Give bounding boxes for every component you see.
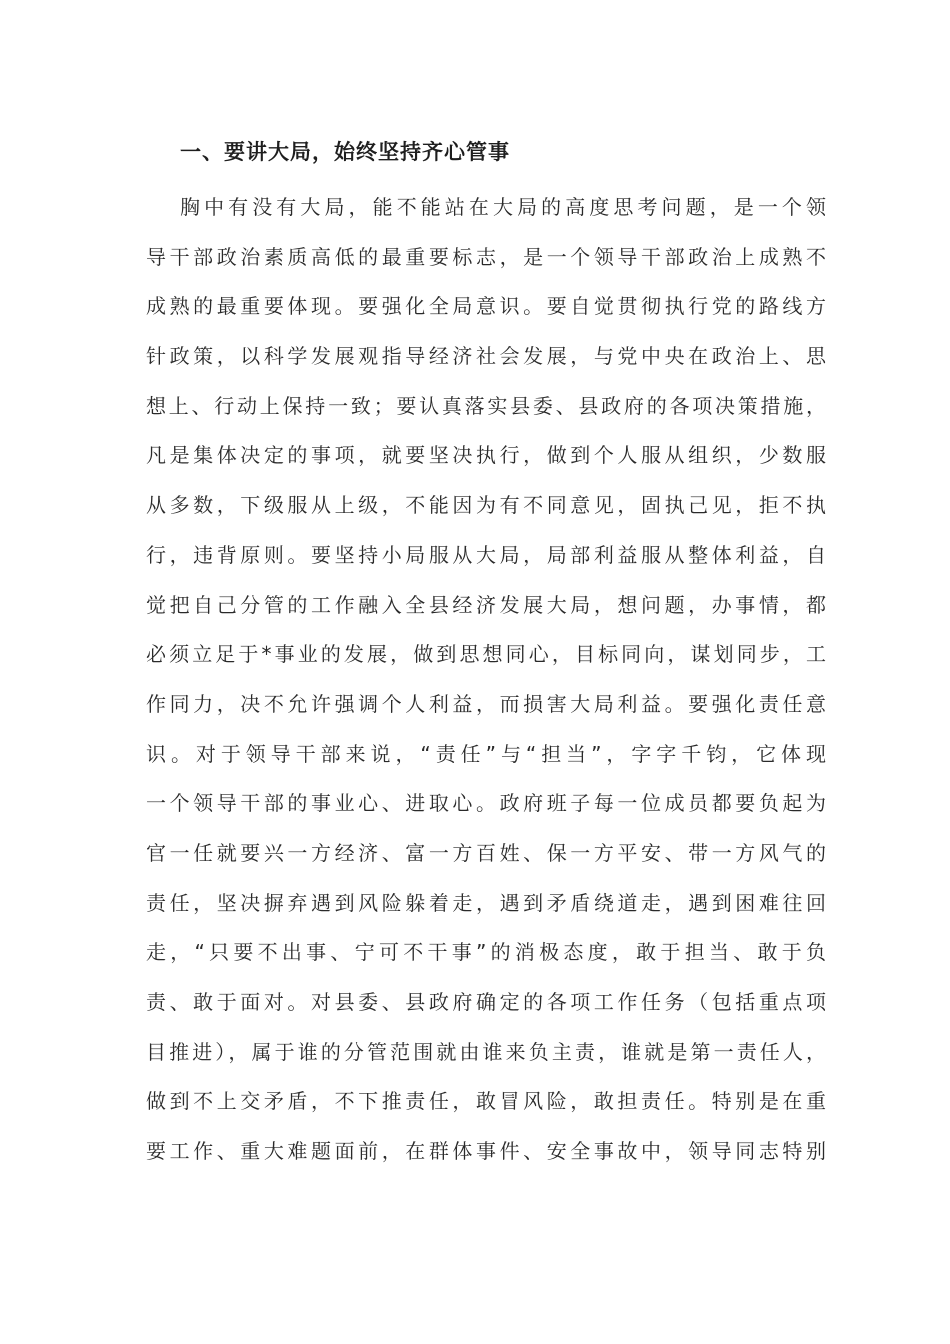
paragraph-line: 作同力，决不允许强调个人利益，而损害大局利益。要强化责任意: [146, 691, 826, 716]
paragraph-line: 责任，坚决摒弃遇到风险躲着走，遇到矛盾绕道走，遇到困难往回: [146, 890, 826, 915]
paragraph-line: 胸中有没有大局，能不能站在大局的高度思考问题，是一个领: [180, 195, 826, 219]
paragraph-line: 要工作、重大难题面前，在群体事件、安全事故中，领导同志特别: [146, 1139, 826, 1164]
paragraph-line: 成熟的最重要体现。要强化全局意识。要自觉贯彻执行党的路线方: [146, 294, 826, 319]
paragraph-line: 必须立足于*事业的发展，做到思想同心，目标同向，谋划同步，工: [146, 642, 826, 667]
paragraph-line: 识。对于领导干部来说，“责任”与“担当”，字字千钧，它体现: [146, 741, 826, 766]
paragraph-line: 从多数，下级服从上级，不能因为有不同意见，固执己见，拒不执: [146, 493, 826, 518]
paragraph-line: 想上、行动上保持一致；要认真落实县委、县政府的各项决策措施，: [146, 393, 826, 418]
body-paragraph: [146, 183, 826, 1177]
paragraph-line: 责、敢于面对。对县委、县政府确定的各项工作任务（包括重点项: [146, 990, 826, 1014]
paragraph-line: 行，违背原则。要坚持小局服从大局，局部利益服从整体利益，自: [146, 542, 826, 567]
paragraph-line: 做到不上交矛盾，不下推责任，敢冒风险，敢担责任。特别是在重: [146, 1089, 826, 1114]
paragraph-line: 一个领导干部的事业心、进取心。政府班子每一位成员都要负起为: [146, 791, 826, 816]
paragraph-line: 针政策，以科学发展观指导经济社会发展，与党中央在政治上、思: [146, 344, 826, 369]
paragraph-line: 目推进），属于谁的分管范围就由谁来负主责，谁就是第一责任人，: [146, 1039, 826, 1064]
paragraph-line: 官一任就要兴一方经济、富一方百姓、保一方平安、带一方风气的: [146, 840, 826, 865]
paragraph-line: 凡是集体决定的事项，就要坚决执行，做到个人服从组织，少数服: [146, 443, 826, 468]
section-heading: 一、要讲大局，始终坚持齐心管事: [180, 140, 510, 164]
paragraph-line: 走，“只要不出事、宁可不干事”的消极态度，敢于担当、敢于负: [146, 940, 826, 965]
paragraph-line: 导干部政治素质高低的最重要标志，是一个领导干部政治上成熟不: [146, 244, 826, 269]
paragraph-line: 觉把自己分管的工作融入全县经济发展大局，想问题，办事情，都: [146, 592, 826, 617]
